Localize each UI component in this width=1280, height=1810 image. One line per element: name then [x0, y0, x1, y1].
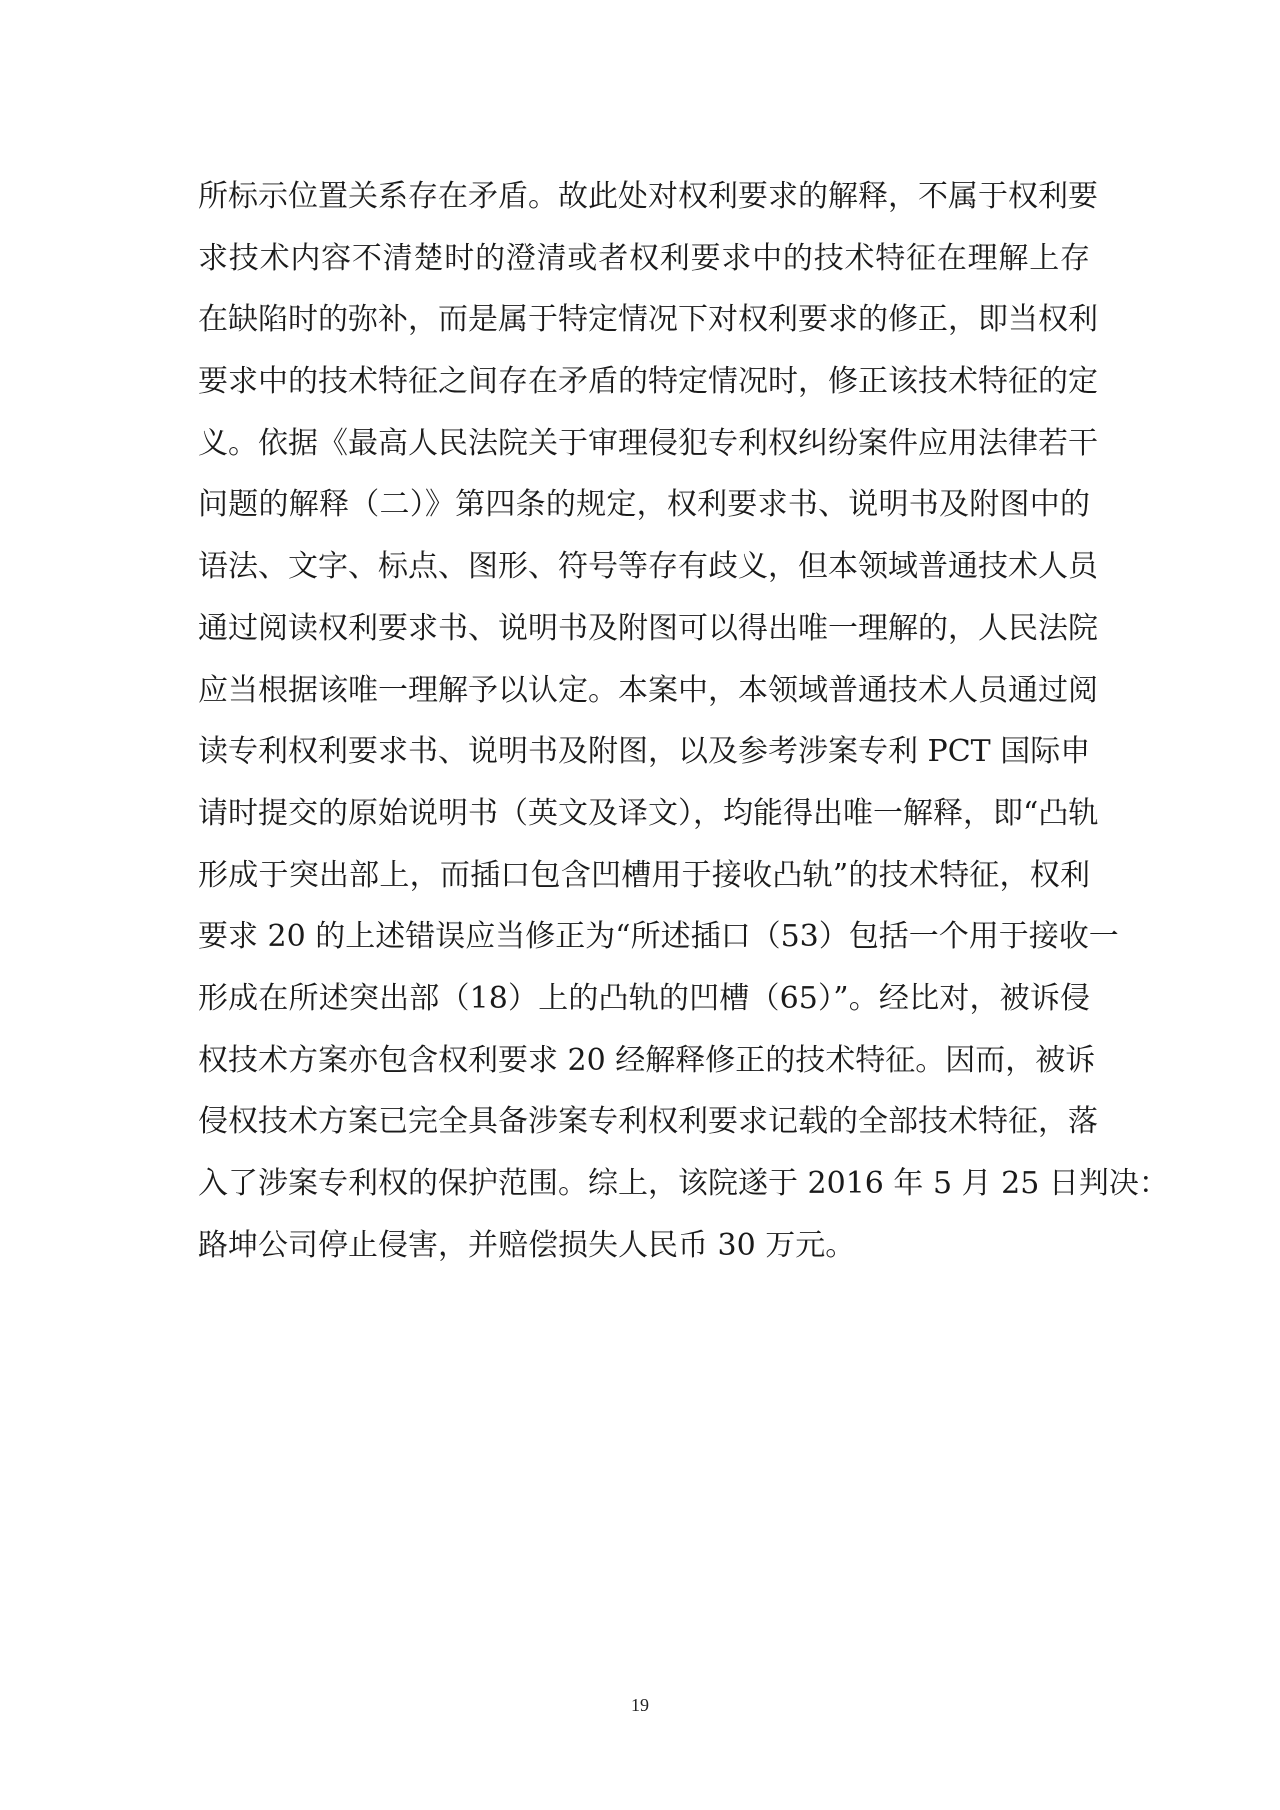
- text-line: 侵权技术方案已完全具备涉案专利权利要求记载的全部技术特征，落: [198, 1104, 1098, 1140]
- text-line: 读专利权利要求书、说明书及附图，以及参考涉案专利 PCT 国际申: [198, 734, 1091, 770]
- text-line: 所标示位置关系存在矛盾。故此处对权利要求的解释，不属于权利要: [198, 179, 1098, 214]
- text-line: 要求中的技术特征之间存在矛盾的特定情况时，修正该技术特征的定: [198, 364, 1098, 400]
- text-line-last: 路坤公司停止侵害，并赔偿损失人民币 30 万元。: [198, 1227, 856, 1263]
- text-line: 问题的解释（二）》第四条的规定，权利要求书、说明书及附图中的: [198, 487, 1090, 523]
- page-number: 19: [631, 1695, 649, 1715]
- text-line: 求技术内容不清楚时的澄清或者权利要求中的技术特征在理解上存: [198, 240, 1090, 276]
- text-line: 形成于突出部上，而插口包含凹槽用于接收凸轨”的技术特征，权利: [198, 857, 1090, 893]
- text-line: 在缺陷时的弥补，而是属于特定情况下对权利要求的修正，即当权利: [198, 302, 1098, 338]
- text-line: 形成在所述突出部（18）上的凸轨的凹槽（65）”。经比对，被诉侵: [198, 980, 1090, 1016]
- text-line: 应当根据该唯一理解予以认定。本案中，本领域普通技术人员通过阅: [198, 672, 1098, 708]
- text-line: 请时提交的原始说明书（英文及译文），均能得出唯一解释，即“凸轨: [198, 795, 1099, 831]
- text-line: 语法、文字、标点、图形、符号等存有歧义，但本领域普通技术人员: [198, 549, 1098, 585]
- text-line: 要求 20 的上述错误应当修正为“所述插口（53）包括一个用于接收一: [198, 919, 1119, 955]
- text-line: 义。依据《最高人民法院关于审理侵犯专利权纠纷案件应用法律若干: [198, 425, 1098, 461]
- text-line: 入了涉案专利权的保护范围。综上，该院遂于 2016 年 5 月 25 日判决：: [198, 1166, 1169, 1201]
- text-line: 权技术方案亦包含权利要求 20 经解释修正的技术特征。因而，被诉: [198, 1042, 1096, 1078]
- text-line: 通过阅读权利要求书、说明书及附图可以得出唯一理解的，人民法院: [198, 610, 1098, 646]
- body-paragraph: [198, 166, 1169, 1276]
